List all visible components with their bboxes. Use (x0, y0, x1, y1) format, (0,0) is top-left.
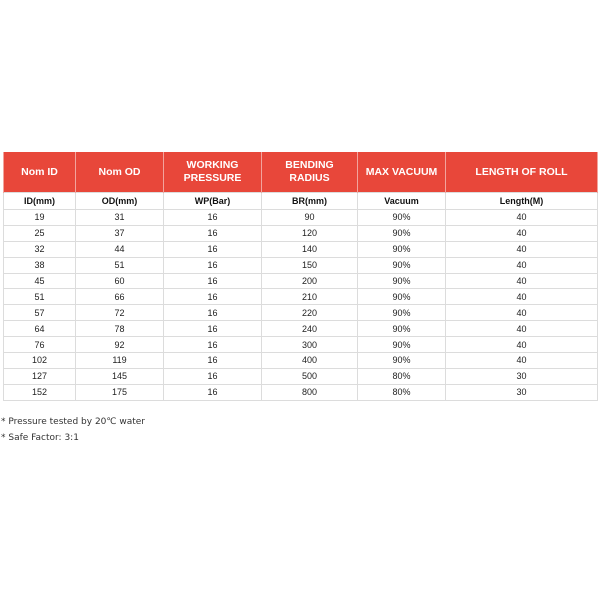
cell-br: 240 (262, 321, 358, 337)
cell-id: 38 (4, 257, 76, 273)
cell-br: 120 (262, 225, 358, 241)
hose-spec-table (3, 152, 598, 401)
table-row (4, 353, 598, 369)
cell-length: 40 (446, 257, 598, 273)
unit-id: ID(mm) (4, 193, 76, 210)
cell-od: 119 (76, 353, 164, 369)
cell-length: 40 (446, 337, 598, 353)
cell-od: 145 (76, 368, 164, 384)
cell-wp: 16 (164, 305, 262, 321)
cell-length: 40 (446, 353, 598, 369)
cell-wp: 16 (164, 273, 262, 289)
cell-od: 44 (76, 241, 164, 257)
cell-od: 37 (76, 225, 164, 241)
cell-vacuum: 90% (358, 257, 446, 273)
cell-wp: 16 (164, 384, 262, 400)
cell-vacuum: 90% (358, 353, 446, 369)
cell-br: 800 (262, 384, 358, 400)
cell-od: 92 (76, 337, 164, 353)
cell-od: 78 (76, 321, 164, 337)
cell-vacuum: 90% (358, 210, 446, 226)
cell-vacuum: 90% (358, 241, 446, 257)
table-row (4, 384, 598, 400)
table-row (4, 289, 598, 305)
cell-id: 19 (4, 210, 76, 226)
cell-od: 175 (76, 384, 164, 400)
cell-wp: 16 (164, 241, 262, 257)
cell-id: 64 (4, 321, 76, 337)
cell-od: 31 (76, 210, 164, 226)
header-max-vacuum: MAX VACUUM (358, 152, 446, 193)
unit-wp: WP(Bar) (164, 193, 262, 210)
cell-vacuum: 80% (358, 384, 446, 400)
cell-id: 25 (4, 225, 76, 241)
cell-length: 40 (446, 241, 598, 257)
unit-length: Length(M) (446, 193, 598, 210)
cell-br: 300 (262, 337, 358, 353)
cell-id: 51 (4, 289, 76, 305)
cell-vacuum: 90% (358, 305, 446, 321)
cell-length: 40 (446, 210, 598, 226)
header-working-pressure: WORKING PRESSURE (164, 152, 262, 193)
cell-wp: 16 (164, 368, 262, 384)
cell-br: 400 (262, 353, 358, 369)
cell-wp: 16 (164, 210, 262, 226)
header-nom-id: Nom ID (4, 152, 76, 193)
cell-wp: 16 (164, 337, 262, 353)
cell-length: 40 (446, 289, 598, 305)
cell-br: 210 (262, 289, 358, 305)
cell-id: 152 (4, 384, 76, 400)
cell-od: 60 (76, 273, 164, 289)
header-length-of-roll: LENGTH OF ROLL (446, 152, 598, 193)
table-row (4, 321, 598, 337)
cell-br: 200 (262, 273, 358, 289)
cell-vacuum: 90% (358, 273, 446, 289)
cell-br: 220 (262, 305, 358, 321)
cell-id: 127 (4, 368, 76, 384)
header-bending-radius: BENDING RADIUS (262, 152, 358, 193)
footnotes (1, 414, 145, 446)
cell-br: 500 (262, 368, 358, 384)
cell-vacuum: 90% (358, 337, 446, 353)
cell-wp: 16 (164, 257, 262, 273)
cell-vacuum: 90% (358, 225, 446, 241)
note-pressure-test: * Pressure tested by 20℃ water (1, 417, 146, 427)
table-header-row (4, 152, 598, 193)
cell-wp: 16 (164, 353, 262, 369)
cell-length: 40 (446, 273, 598, 289)
cell-length: 30 (446, 368, 598, 384)
cell-br: 90 (262, 210, 358, 226)
cell-wp: 16 (164, 321, 262, 337)
header-nom-od: Nom OD (76, 152, 164, 193)
cell-length: 30 (446, 384, 598, 400)
cell-length: 40 (446, 321, 598, 337)
cell-id: 32 (4, 241, 76, 257)
table-row (4, 337, 598, 353)
cell-id: 102 (4, 353, 76, 369)
unit-br: BR(mm) (262, 193, 358, 210)
cell-id: 57 (4, 305, 76, 321)
unit-vacuum: Vacuum (358, 193, 446, 210)
cell-od: 66 (76, 289, 164, 305)
table-row (4, 241, 598, 257)
cell-vacuum: 90% (358, 321, 446, 337)
cell-od: 72 (76, 305, 164, 321)
cell-length: 40 (446, 305, 598, 321)
table-row (4, 305, 598, 321)
cell-id: 76 (4, 337, 76, 353)
cell-vacuum: 90% (358, 289, 446, 305)
table-row (4, 273, 598, 289)
cell-id: 45 (4, 273, 76, 289)
table-row (4, 210, 598, 226)
table-row (4, 368, 598, 384)
cell-length: 40 (446, 225, 598, 241)
cell-br: 150 (262, 257, 358, 273)
cell-wp: 16 (164, 289, 262, 305)
cell-od: 51 (76, 257, 164, 273)
table-row (4, 257, 598, 273)
cell-br: 140 (262, 241, 358, 257)
cell-wp: 16 (164, 225, 262, 241)
cell-vacuum: 80% (358, 368, 446, 384)
note-safe-factor: * Safe Factor: 3:1 (1, 433, 79, 443)
table-row (4, 225, 598, 241)
units-row (4, 193, 598, 210)
unit-od: OD(mm) (76, 193, 164, 210)
